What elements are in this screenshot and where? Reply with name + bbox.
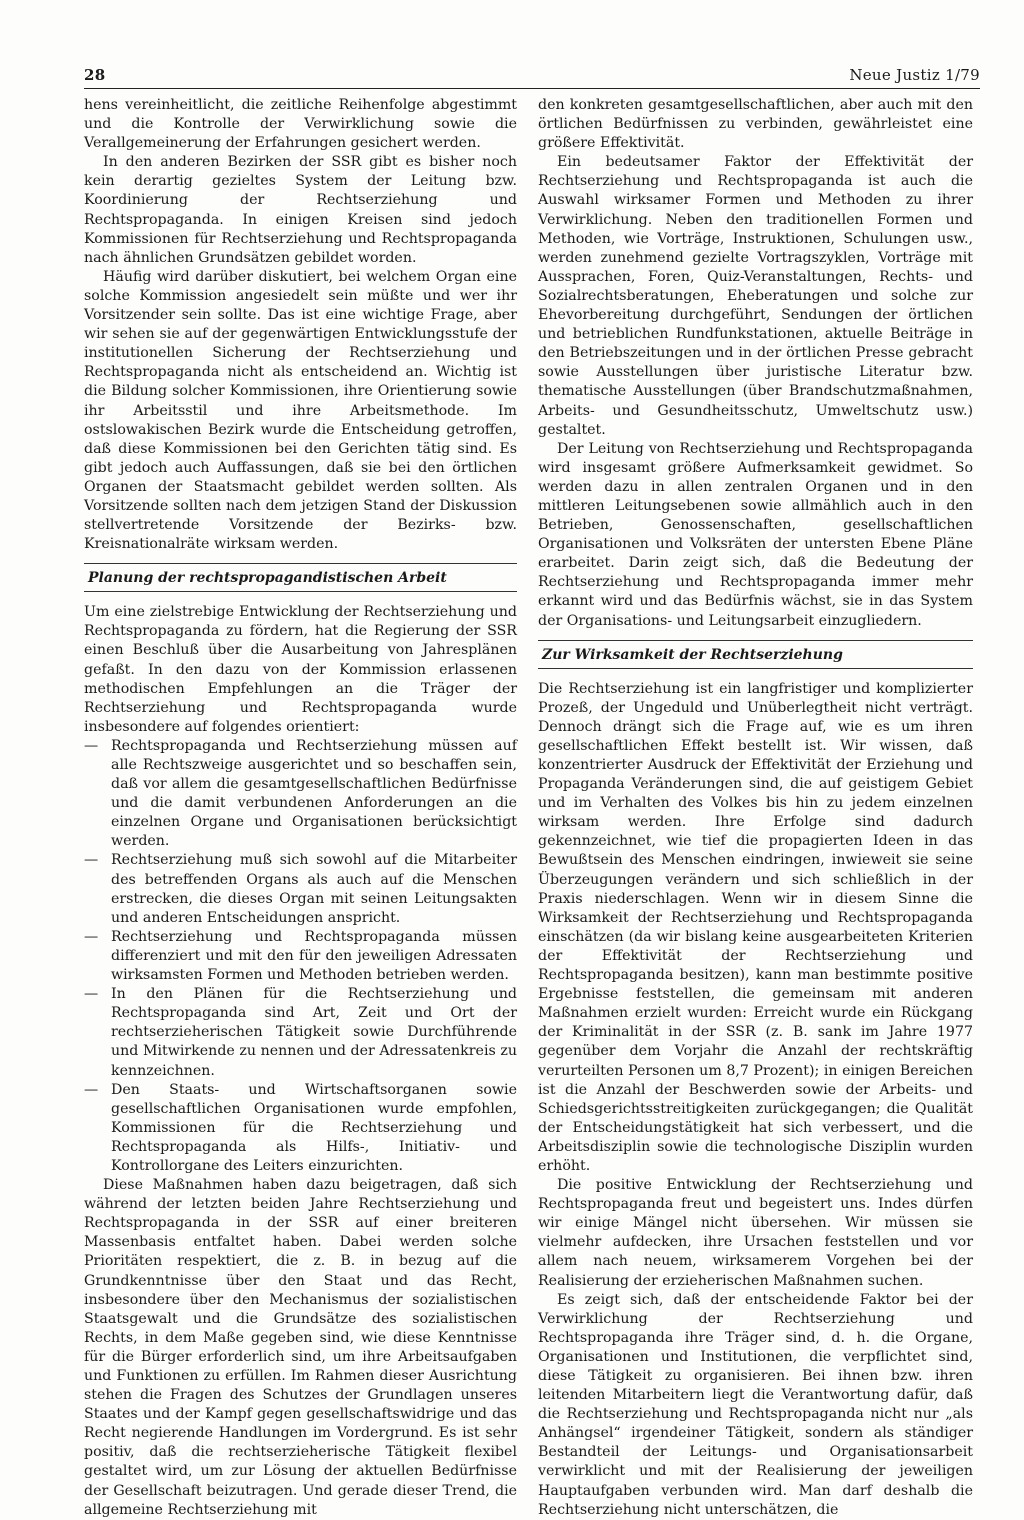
dash-marker: — — [84, 928, 99, 945]
paragraph: Häufig wird darüber diskutiert, bei welchem Organ eine solche Kommission angesiedelt sein müßte und wer ihr Vorsitzender sein sollte. Das ist eine wichtige Frage, aber wir sehen sie auf der gegenwärtigen Entwicklungsstufe der institutionellen Sicherung der Rechtserziehung und Rechtspropaganda nicht als entscheidend an. Wichtig ist die Bildung solcher Kommissionen, ihre Orientierung sowie ihr Arbeitsstil und ihre Arbeitsmethode. Im ostslowakischen Bezirk wurde die Entscheidung getroffen, daß diese Kommissionen bei den Gerichten tätig sind. Es gibt jedoch auch Auffassungen, daß sie bei den örtlichen Organen der Staatsmacht gebildet werden sollten. Als Vorsitzende sollten nach dem jetzigen Stand der Diskussion stellvertretende Vorsitzende der Bezirks- bzw. Kreisnationalräte wirksam werden. — [84, 268, 517, 553]
list-item-text: Rechtspropaganda und Rechtserziehung müssen auf alle Rechtszweige ausgerichtet und so beschaffen sein, daß vor allem die gesamtgesellschaftlichen Bedürfnisse und die damit verbundenen Anforderungen an die einzelnen Organe und Organisationen berücksichtigt werden. — [111, 737, 517, 850]
paragraph: Um eine zielstrebige Entwicklung der Rechtserziehung und Rechtspropaganda zu fördern, hat die Regierung der SSR einen Beschluß über die Ausarbeitung von Jahresplänen gefaßt. In den dazu von der Kommission erlassenen methodischen Empfehlungen an die Träger der Rechtserziehung und Rechtspropaganda wurde insbesondere auf folgendes orientiert: — [84, 604, 517, 735]
right-column — [538, 96, 973, 1520]
page-header — [84, 66, 980, 88]
dash-marker: — — [84, 1081, 99, 1098]
paragraph: Der Leitung von Rechtserziehung und Rechtspropaganda wird insgesamt größere Aufmerksamkeit gewidmet. So werden dazu in allen zentralen Organen und in den mittleren Leitungsebenen sowie allmählich auch in den Betrieben, Genossenschaften, gesellschaftlichen Organisationen und Volksräten der untersten Ebene Pläne erarbeitet. Darin zeigt sich, daß die Bedeutung der Rechtserziehung und Rechtspropaganda immer mehr erkannt wird und das Bedürfnis wächst, sie in das System der Organisations- und Leitungsarbeit einzugliedern. — [538, 440, 973, 629]
dash-marker: — — [84, 852, 99, 869]
list-item — [84, 928, 517, 985]
list-item — [84, 737, 517, 852]
paragraph: den konkreten gesamtgesellschaftlichen, aber auch mit den örtlichen Bedürfnissen zu verbinden, gewährleistet eine größere Effektivität. — [538, 97, 973, 152]
list-item-text: In den Plänen für die Rechtserziehung und Rechtspropaganda sind Art, Zeit und Ort der rechtserzieherischen Tätigkeit sowie Durchführende und Mitwirkende zu nennen und der Adressatenkreis zu kennzeichnen. — [111, 986, 517, 1079]
list-item-text: Den Staats- und Wirtschaftsorganen sowie gesellschaftlichen Organisationen wurde empfohlen, Kommissionen für die Rechtserziehung und Rechtspropaganda als Hilfs-, Initiativ- und Kontrollorgane des Leiters einzurichten. — [111, 1081, 517, 1174]
section-heading-effectiveness: Zur Wirksamkeit der Rechtserziehung — [538, 640, 973, 669]
dash-marker: — — [84, 986, 99, 1003]
left-column — [84, 96, 517, 1520]
list-item-text: Rechtserziehung muß sich sowohl auf die Mitarbeiter des betreffenden Organs als auch auf die Menschen erstrecken, die dieses Organ mit seinen Leitungsakten und anderen Entscheidungen anspricht. — [111, 852, 517, 926]
list-item — [84, 1081, 517, 1176]
list-item-text: Rechtserziehung und Rechtspropaganda müssen differenziert und mit den für den jeweiligen Adressaten wirksamsten Formen und Methoden betrieben werden. — [111, 928, 517, 984]
dash-marker: — — [84, 737, 99, 754]
page-number: 28 — [84, 66, 106, 84]
paragraph: Ein bedeutsamer Faktor der Effektivität der Rechtserziehung und Rechtspropaganda ist auch die Auswahl wirksamer Formen und Methoden zu ihrer Verwirklichung. Neben den traditionellen Formen und Methoden, wie Vorträge, Instruktionen, Schulungen usw., werden zunehmend gezielte Vortragszyklen, Vorträge mit Aussprachen, Foren, Quiz-Veranstaltungen, Rechts- und Sozialrechtsberatungen, Eheberatungen und solche zur Ehevorbereitung durchgeführt, Sendungen der örtlichen und betrieblichen Rundfunkstationen, aktuelle Beiträge in den Betriebszeitungen und in der örtlichen Presse gebracht sowie Ausstellungen über juristische Literatur bzw. thematische Ausstellungen (über Brandschutzmaßnahmen, Arbeits- und Gesundheitsschutz, Umweltschutz usw.) gestaltet. — [538, 154, 973, 438]
journal-title: Neue Justiz 1/79 — [849, 66, 980, 84]
header-rule — [84, 88, 980, 89]
paragraph: Diese Maßnahmen haben dazu beigetragen, daß sich während der letzten beiden Jahre Rechtserziehung und Rechtspropaganda in der SSR auf einer breiteren Massenbasis entfaltet haben. Dabei werden solche Prioritäten respektiert, die z. B. in bezug auf die Grundkenntnisse über den Staat und das Recht, insbesondere über den Mechanismus der sozialistischen Staatsgewalt und die Grundsätze des sozialistischen Rechts, in dem Maße gegeben sind, wie diese Kenntnisse für die Bürger erforderlich sind, um ihre Arbeitsaufgaben und Funktionen zu erfüllen. Im Rahmen dieser Ausrichtung stehen die Fragen des Schutzes der Grundlagen unseres Staates und der Kampf gegen gesellschaftswidrige und das Recht negierende Handlungen im Vordergrund. Es ist sehr positiv, daß die rechtserzieherische Tätigkeit flexibel gestaltet wird, um zur Lösung der aktuellen Bedürfnisse der Gesellschaft beizutragen. Und gerade dieser Trend, die allgemeine Rechtserziehung mit — [84, 1177, 517, 1518]
paragraph: Es zeigt sich, daß der entscheidende Faktor bei der Verwirklichung der Rechtserziehung und Rechtspropaganda ihre Träger sind, d. h. die Organe, Organisationen und Institutionen, die verpflichtet sind, diese Tätigkeit zu organisieren. Bei ihnen bzw. ihren leitenden Mitarbeitern liegt die Verantwortung dafür, daß die Rechtserziehung und Rechtspropaganda nicht nur „als Anhängsel“ irgendeiner Tätigkeit, sondern als ständiger Bestandteil der Leitungs- und Organisationsarbeit verwirklicht und mit der Realisierung der jeweiligen Hauptaufgaben verbunden wird. Man darf deshalb die Rechtserziehung nicht unterschätzen, die — [538, 1291, 973, 1518]
list-item — [84, 985, 517, 1080]
paragraph: Die Rechtserziehung ist ein langfristiger und komplizierter Prozeß, der Ungeduld und Unüberlegtheit nicht verträgt. Dennoch drängt sich die Frage auf, wie es um ihren gesellschaftlichen Effekt bestellt ist. Wir wissen, daß konzentrierter Ausdruck der Effektivität der Erziehung und Propaganda Veränderungen sind, die auf geistigem Gebiet und im Verhalten des Volkes bis hin zu jedem einzelnen wirksam werden. Ihre Erfolge sind dadurch gekennzeichnet, wie tief die propagierten Ideen in das Bewußtsein des Menschen eindringen, inwieweit sie seine Überzeugungen verändern und sich schließlich in der Praxis niederschlagen. Wenn wir in diesem Sinne die Wirksamkeit der Rechtserziehung und Rechtspropaganda einschätzen (da wir bislang keine ausgearbeiteten Kriterien der Effektivität der Rechtserziehung und Rechtspropaganda besitzen), kann man bestimmte positive Ergebnisse feststellen, die gemeinsam mit anderen Maßnahmen erzielt wurden: Erreicht wurde ein Rückgang der Kriminalität in der SSR (z. B. sank im Jahre 1977 gegenüber dem Vorjahr die Anzahl der rechtskräftig verurteilten Personen um 8,7 Prozent); in einigen Bereichen ist die Anzahl der Beschwerden sowie der Arbeits- und Schiedsgerichtsstreitigkeiten zurückgegangen; die Qualität der Entscheidungstätigkeit hat sich verbessert, und die Arbeitsdisziplin sowie die technologische Disziplin wurden erhöht. — [538, 680, 973, 1174]
paragraph: Die positive Entwicklung der Rechtserziehung und Rechtspropaganda freut und begeistert uns. Indes dürfen wir einige Mängel nicht übersehen. Wir müssen sie vielmehr aufdecken, ihre Ursachen feststellen und vor allem nach neuem, wirksamerem Vorgehen bei der Realisierung der erzieherischen Maßnahmen suchen. — [538, 1177, 973, 1289]
paragraph: In den anderen Bezirken der SSR gibt es bisher noch kein derartig gezieltes System der Leitung bzw. Koordinierung der Rechtserziehung und Rechtspropaganda. In einigen Kreisen sind jedoch Kommissionen für Rechtserziehung und Rechtspropaganda nach ähnlichen Grundsätzen gebildet worden. — [84, 154, 517, 266]
list-item — [84, 851, 517, 927]
recommendation-list — [84, 737, 517, 1176]
paragraph: hens vereinheitlicht, die zeitliche Reihenfolge abgestimmt und die Kontrolle der Verwirklichung sowie die Verallgemeinerung der Erfahrungen gesichert werden. — [84, 97, 517, 152]
section-heading-planning: Planung der rechtspropagandistischen Arbeit — [84, 563, 517, 592]
